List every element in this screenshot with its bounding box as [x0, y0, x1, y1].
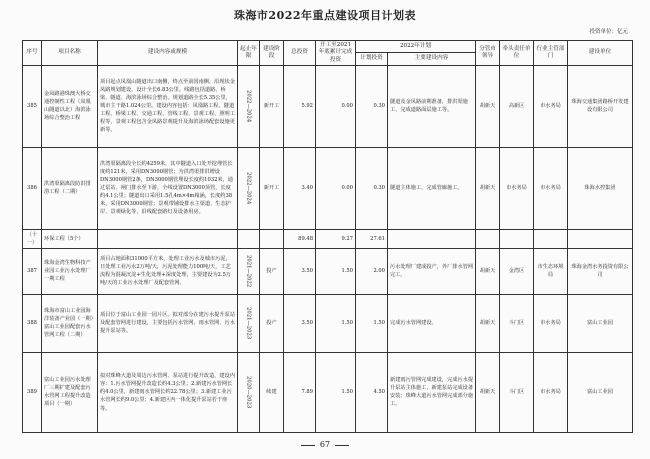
header-owner: 建设单位 [568, 41, 633, 66]
table-row [23, 352, 633, 432]
cell-seq: 386 [23, 147, 42, 229]
cell-plan: 0.30 [356, 65, 388, 147]
cell-branch: 胡新天 [476, 352, 500, 432]
header-plan-content: 主要建设内容 [388, 53, 476, 65]
cell-content: 项目位于富山工业园一园片区。拟对部分在建污水提升泵站及配套管网进行建设，主要包括污水管网、雨水管网、污水提升泵站等。 [98, 294, 238, 352]
cell-done: 1.50 [316, 248, 356, 294]
category-plan: 27.61 [356, 229, 388, 248]
category-total: 89.48 [284, 229, 316, 248]
cell-seq: 388 [23, 294, 42, 352]
cell-total: 3.40 [284, 147, 316, 229]
header-branch: 分管市领导 [476, 41, 500, 66]
cell-dept: 市水务局 [534, 147, 568, 229]
cell-name: 金凤路港珠澳大桥交通控制性工程（凤凰山隧道以北）海滨泳场综合整治工程 [42, 65, 98, 147]
category-row [23, 229, 633, 248]
category-name: 环保工程（5个） [42, 229, 98, 248]
cell-owner: 富山工业园 [568, 352, 633, 432]
cell-seq: 385 [23, 65, 42, 147]
cell-name: 洪湾渠隔离段防洪排涝工程（二期） [42, 147, 98, 229]
cell-years: 2021—2023 [245, 307, 252, 340]
cell-total: 3.50 [284, 248, 316, 294]
cell-branch: 胡新天 [476, 294, 500, 352]
cell-stage: 新开工 [260, 65, 284, 147]
header-content: 建设内容或规模 [98, 41, 238, 66]
table-row [23, 294, 633, 352]
table-row [23, 65, 633, 147]
cell-dept: 市水务局 [534, 294, 568, 352]
page-number: 67 [319, 440, 331, 449]
table-row [23, 147, 633, 229]
header-seq: 序号 [23, 41, 42, 66]
category-seq: （十一） [23, 229, 42, 248]
cell-plan: 0.30 [356, 147, 388, 229]
cell-done: 1.50 [316, 352, 356, 432]
page-footer [0, 440, 650, 449]
dash-left [301, 445, 315, 446]
cell-plan-content: 新建雨污管网完成建设，完成污水提升泵站主体施工，新建泵站完成设备安装；珠峰大道污水管网完成部分施工。 [388, 352, 476, 432]
cell-plan-content: 完成污水管网建设。 [388, 294, 476, 352]
project-table [22, 40, 633, 433]
cell-lead: 高新区 [500, 65, 534, 147]
cell-lead: 斗门区 [500, 294, 534, 352]
cell-name: 富山工业园污水处理厂三期扩建及配套污水管网工程提升改造项目（一期） [42, 352, 98, 432]
cell-seq: 389 [23, 352, 42, 432]
cell-seq: 387 [23, 248, 42, 294]
cell-owner: 珠海金湾水务投资有限公司 [568, 248, 633, 294]
header-stage: 建设阶段 [260, 41, 284, 66]
cell-stage: 投产 [260, 294, 284, 352]
cell-content: 洪湾渠隔离段全长约4259米，其中隧道入口处开挖埋管长度约121米，采用DN3000钢管；为洪湾渠排洪增设DN3000钢管2条，DN3000钢管埋设长度约1032米，通过泵站、闸门排水至下游，全线设置DN3000顶管，长度约4.1公里；隧道出口采用1.5孔4m×4m箱涵，长度约38米，采用DN3000钢管；景观带铺设排水主渠道、生态护岸、景观绿化等，沿线配套路灯及设备用房。 [98, 147, 238, 229]
header-dept: 行业主管部门 [534, 41, 568, 66]
cell-plan-content: 污水处理厂建成投产，外厂排水管网完工。 [388, 248, 476, 294]
cell-years: 2020—2023 [245, 376, 252, 409]
cell-lead: 金湾区 [500, 248, 534, 294]
header-lead: 牵头责任单位 [500, 41, 534, 66]
header-plan2022: 2022年计划 [356, 41, 476, 53]
cell-total: 5.92 [284, 65, 316, 147]
cell-name: 珠海市富山工业园海洋装备产业园（一期）富山工业园配套污水管网工程（二期） [42, 294, 98, 352]
table-row [23, 248, 633, 294]
cell-plan: 4.50 [356, 352, 388, 432]
page-title: 珠海市2022年重点建设项目计划表 [233, 9, 417, 22]
unit-label: 投资单位：亿元 [589, 29, 628, 35]
header-done: 开工至2021年底累计完成投资 [316, 41, 356, 66]
header-plan-invest: 计划投资 [356, 53, 388, 65]
cell-owner: 珠海交通集团路桥开发建设有限公司 [568, 65, 633, 147]
cell-content: 项目起点凤凰山隧道出口南侧，终点至前国南侧，沿现状金凤路规划建设，设计全长6.83公里。线路包括道路、桥梁、隧道、海滨泳场综合整治。规划道路全长5.35公里，城市主干路1.024公里。建设内容包括：凤凰路工程、隧道工程、桥梁工程、交通工程、管线工程、景观工程、照明工程等，景观工程包含金凤路景观提升及海滨泳场配套设施更新等。 [98, 65, 238, 147]
cell-stage: 续建 [260, 352, 284, 432]
cell-branch: 胡新天 [476, 248, 500, 294]
cell-name: 珠海金湾生物科技产业园工业污水处理厂一期工程 [42, 248, 98, 294]
cell-stage: 新开工 [260, 147, 284, 229]
cell-lead: 市水务局 [500, 147, 534, 229]
cell-total: 3.50 [284, 294, 316, 352]
cell-dept: 市水务局 [534, 352, 568, 432]
cell-years: 2021—2022 [245, 255, 252, 288]
cell-plan-content: 隧道及金凤路前期准备，排洪渠施工，完成道路面层施工等。 [388, 65, 476, 147]
cell-done: 0.00 [316, 147, 356, 229]
cell-years: 2022—2024 [245, 90, 252, 123]
cell-total: 7.89 [284, 352, 316, 432]
header-years: 起止年限 [238, 41, 260, 66]
cell-lead: 斗门区 [500, 352, 534, 432]
cell-branch: 胡新天 [476, 147, 500, 229]
cell-branch: 胡新天 [476, 65, 500, 147]
cell-owner: 富山工业园 [568, 294, 633, 352]
cell-done: 0.00 [316, 65, 356, 147]
cell-plan: 1.50 [356, 294, 388, 352]
cell-plan: 2.00 [356, 248, 388, 294]
cell-stage: 投产 [260, 248, 284, 294]
cell-dept: 市水务局 [534, 65, 568, 147]
dash-right [335, 445, 349, 446]
cell-owner: 珠海水控集团 [568, 147, 633, 229]
cell-done: 1.50 [316, 294, 356, 352]
cell-plan-content: 隧道主体施工，完成管廊施工。 [388, 147, 476, 229]
cell-dept: 市生态环境局 [534, 248, 568, 294]
header-name: 项目名称 [42, 41, 98, 66]
cell-years: 2022—2024 [245, 172, 252, 205]
category-done: 9.27 [316, 229, 356, 248]
cell-content: 拟对珠峰大道及周边污水管网、泵站进行提升改造，建设内容：1.污水管网提升改造长约4.3公里；2.新建污水管网长约4.0公里，新建雨水管网长约22.78公里；3.新建工业污水管网长约9.0公里；4.新建区内一体化提升泵站若干座等。 [98, 352, 238, 432]
cell-content: 项目占地面积31000平方米，处理工业污水及城市污泥，日处理工业污水2万吨/天，污泥处理能力100吨/天，工艺流程为混凝沉淀+生化处理+深度处理，主要建设为2.5万吨/天的工业污水处理厂及配套管网。 [98, 248, 238, 294]
header-total: 总投资 [284, 41, 316, 66]
